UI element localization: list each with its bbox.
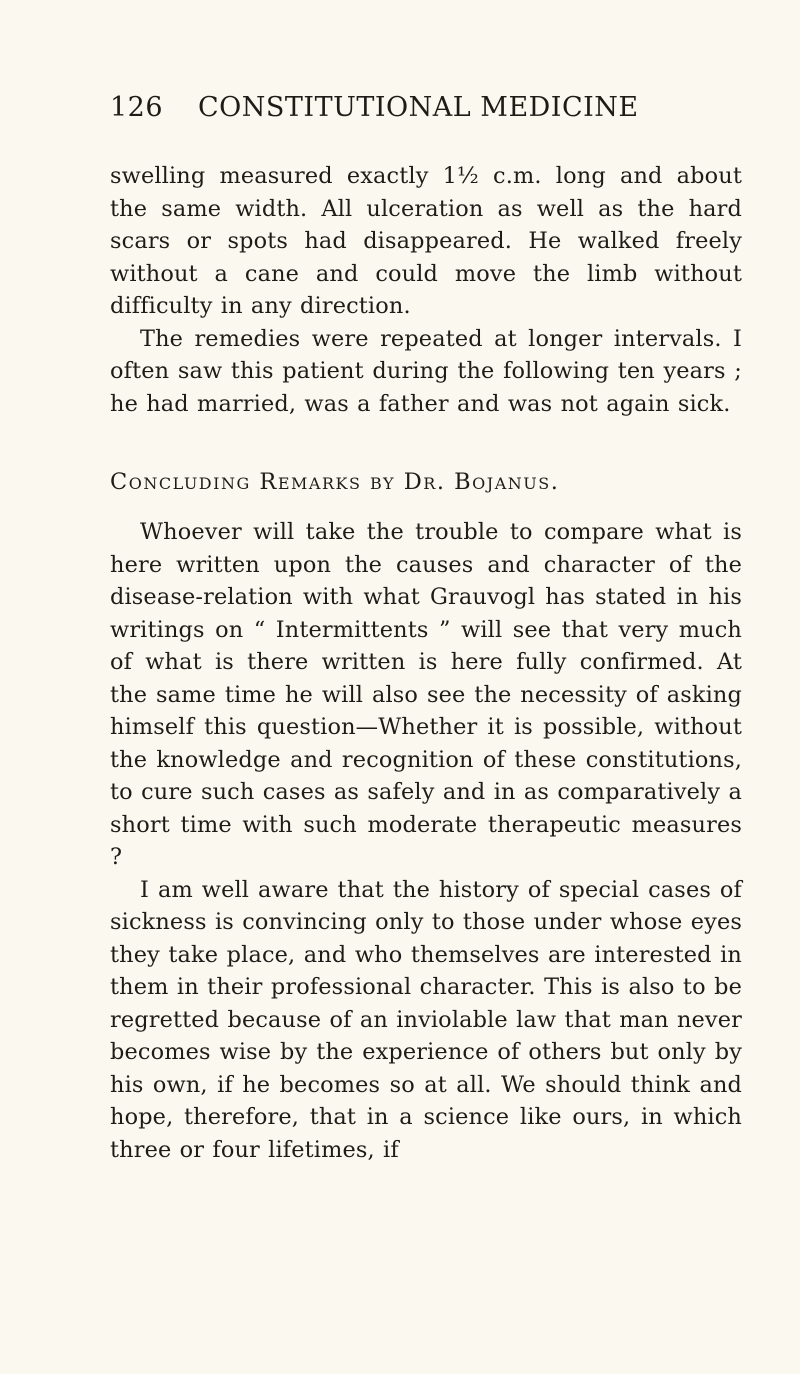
paragraph-aware: I am well aware that the history of special cases of sickness is convincing only to those under whose eyes they take place, and who themselves are interested in them in their professional character. This is also to be regretted because of an inviolable law that man never becomes wise by the experience of others but only by his own, if he becomes so at all. We should think and hope, therefore, that in a science like ours, in which three or four lifetimes, if [110,876,742,1163]
paragraph-whoever: Whoever will take the trouble to compare what is here written upon the causes and character of the disease-relation with what Grauvogl has stated in his writings on “ Intermittents ” will see that very much of what is there written is here fully confirmed. At the same time he will also see the necessity of asking himself this question—Whether it is possible, without the knowledge and recognition of these constitutions, to cure such cases as safely and in as comparatively a short time with such moderate therapeutic measures ? [110,519,742,870]
book-page [110,92,742,1166]
page-number: 126 [110,92,164,123]
paragraph-remedies: The remedies were repeated at longer intervals. I often saw this patient during the following ten years ; he had married, was a father and was not again sick. [110,325,742,417]
paragraph-continuation: swelling measured exactly 1½ c.m. long and about the same width. All ulceration as well as the hard scars or spots had disappeared. He walked freely without a cane and could move the limb without difficulty in any direction. [110,163,742,319]
page-header [110,92,742,136]
running-title: CONSTITUTIONAL MEDICINE [198,92,639,123]
section-heading: Concluding Remarks by Dr. Bojanus. [110,469,560,495]
